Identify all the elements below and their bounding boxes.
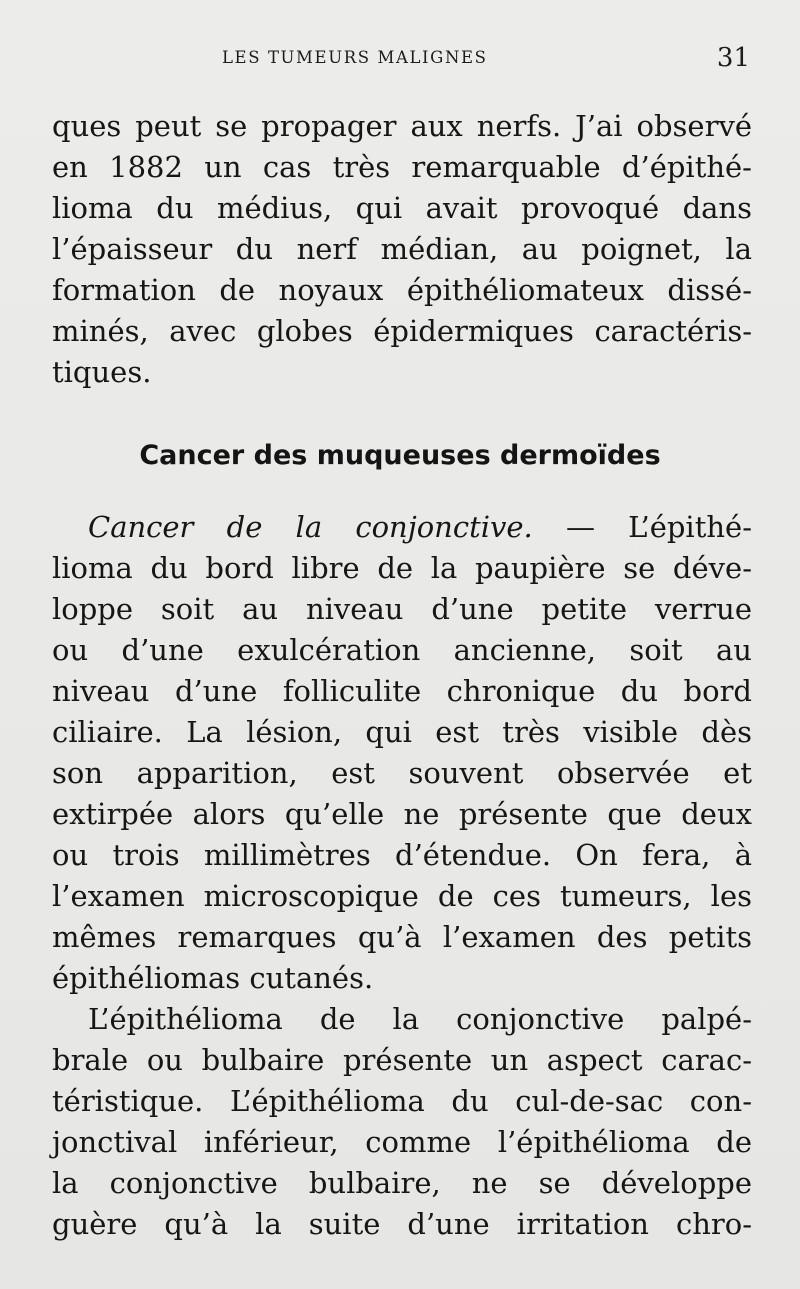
- text-line: brale ou bulbaire présente un aspect carac-: [52, 1043, 752, 1077]
- text-line: la conjonctive bulbaire, ne se développe: [52, 1166, 752, 1200]
- text-line: jonctival inférieur, comme l’épithélioma de: [52, 1125, 752, 1159]
- text-line: tiques.: [52, 355, 152, 389]
- text-line: minés, avec globes épidermiques caractéris-: [52, 314, 752, 348]
- text-line: mêmes remarques qu’à l’examen des petits: [52, 920, 752, 954]
- text-line: ou d’une exulcération ancienne, soit au: [52, 633, 752, 667]
- text-line: ou trois millimètres d’étendue. On fera, à: [52, 838, 752, 872]
- text-line: son apparition, est souvent observée et: [52, 756, 752, 790]
- paragraph-epithelioma: [52, 999, 752, 1245]
- paragraph-continuation: [52, 106, 752, 393]
- section-heading: Cancer des muqueuses dermoïdes: [139, 440, 661, 471]
- lead-rest: — L’épithé-: [532, 510, 752, 544]
- running-title: LES TUMEURS MALIGNES: [222, 48, 488, 67]
- running-head: [0, 43, 800, 74]
- text-line: l’examen microscopique de ces tumeurs, les: [52, 879, 752, 913]
- text-line: loppe soit au niveau d’une petite verrue: [52, 592, 752, 626]
- text-line: ciliaire. La lésion, qui est très visible dès: [52, 715, 752, 749]
- text-line: lioma du médius, qui avait provoqué dans: [52, 191, 752, 225]
- text-line: lioma du bord libre de la paupière se déve-: [52, 551, 752, 585]
- page-number: 31: [716, 43, 750, 73]
- text-line: guère qu’à la suite d’une irritation chro-: [52, 1207, 752, 1241]
- text-line: extirpée alors qu’elle ne présente que deux: [52, 797, 752, 831]
- text-line: ques peut se propager aux nerfs. J’ai observé: [52, 109, 752, 143]
- text-line: épithéliomas cutanés.: [52, 961, 374, 995]
- text-line: l’épaisseur du nerf médian, au poignet, la: [52, 232, 752, 266]
- text-line: en 1882 un cas très remarquable d’épithé-: [52, 150, 752, 184]
- text-line: formation de noyaux épithéliomateux dissé-: [52, 273, 752, 307]
- paragraph-conjonctive: [52, 507, 752, 999]
- text-line-lead: [52, 507, 752, 548]
- text-line: L’épithélioma de la conjonctive palpé-: [88, 1002, 752, 1036]
- text-line: téristique. L’épithélioma du cul-de-sac con-: [52, 1084, 752, 1118]
- italic-subheading: Cancer de la conjonctive.: [88, 510, 533, 544]
- text-line: niveau d’une folliculite chronique du bord: [52, 674, 752, 708]
